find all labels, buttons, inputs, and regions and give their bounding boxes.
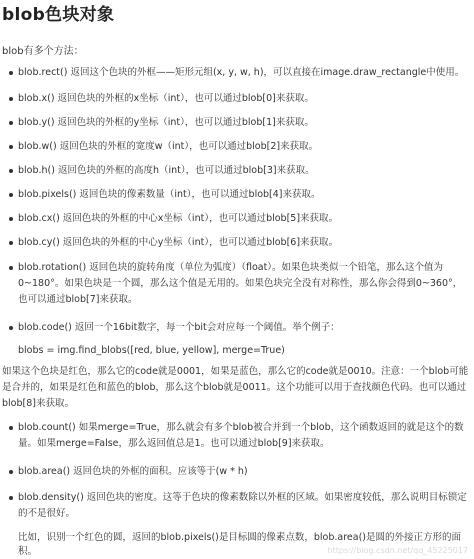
list-item	[8, 235, 468, 251]
bullet-icon	[9, 97, 13, 101]
bullet-icon	[9, 496, 13, 500]
list-item	[8, 490, 468, 522]
paragraph: 如果这个色块是红色，那么它的code就是0001，如果是蓝色，那么它的code就是0010。注意：一个blob可能是合并的，如果是红色和蓝色的blob，那么这个blob就是0011。这个功能可以用于查找颜色代码。也可以通过blob[8]来获取。	[2, 366, 469, 409]
code-example: blobs = img.find_blobs([red, blue, yellow], merge=True)	[18, 345, 285, 356]
list-item	[8, 91, 468, 107]
list-item-text: blob.area() 返回色块的外框的面积。应该等于(w * h)	[18, 466, 248, 477]
bullet-icon	[9, 470, 13, 474]
bullet-icon	[9, 169, 13, 173]
extra-note: 比如，识别一个红色的圆，返回的blob.pixels()是目标圆的像素点数，blob.area()是圆的外接正方形的面积。	[18, 532, 462, 557]
intro-text: blob有多个方法：	[2, 46, 84, 57]
bullet-icon	[9, 121, 13, 125]
list-item-text: blob.density() 返回色块的密度。这等于色块的像素数除以外框的区域。如果密度较低，那么说明目标锁定的不是很好。	[18, 492, 467, 519]
bullet-icon	[9, 71, 13, 75]
list-item-text: blob.pixels() 返回色块的像素数量（int），也可以通过blob[4]来获取。	[18, 189, 321, 200]
list-item	[8, 320, 468, 336]
bullet-icon	[9, 266, 13, 270]
list-item-text: blob.y() 返回色块的外框的y坐标（int），也可以通过blob[1]来获取。	[18, 117, 314, 128]
bullet-icon	[9, 426, 13, 430]
list-item-text: blob.w() 返回色块的外框的宽度w（int），也可以通过blob[2]来获取。	[18, 141, 319, 152]
bullet-icon	[9, 193, 13, 197]
list-item	[8, 65, 468, 81]
watermark: https://blog.csdn.net/qq_45225017	[327, 546, 468, 555]
list-item	[8, 260, 468, 308]
bullet-icon	[9, 241, 13, 245]
bullet-icon	[9, 145, 13, 149]
list-item-text: blob.count() 如果merge=True，那么就会有多个blob被合并到一个blob，这个函数返回的就是这个的数量。如果merge=False，那么返回值总是1。也可以通过blob[9]来获取。	[18, 422, 464, 449]
list-item-text: blob.rect() 返回这个色块的外框——矩形元组(x, y, w, h)，可以直接在image.draw_rectangle中使用。	[18, 67, 465, 78]
list-item-text: blob.cx() 返回色块的外框的中心x坐标（int），也可以通过blob[5]来获取。	[18, 213, 339, 224]
bullet-icon	[9, 326, 13, 330]
list-item-text: blob.x() 返回色块的外框的x坐标（int），也可以通过blob[0]来获取。	[18, 93, 314, 104]
list-item	[8, 163, 468, 179]
list-item	[8, 420, 468, 452]
bullet-icon	[9, 217, 13, 221]
list-item	[8, 211, 468, 227]
list-item-text: blob.h() 返回色块的外框的高度h（int），也可以通过blob[3]来获取。	[18, 165, 315, 176]
list-item	[8, 464, 468, 480]
list-item	[8, 139, 468, 155]
list-item	[8, 115, 468, 131]
list-item-text: blob.cy() 返回色块的外框的中心y坐标（int），也可以通过blob[6]来获取。	[18, 237, 339, 248]
list-item	[8, 187, 468, 203]
page-title: blob色块对象	[2, 5, 115, 25]
list-item-text: blob.rotation() 返回色块的旋转角度（单位为弧度）（float）。如果色块类似一个铅笔，那么这个值为0~180°。如果色块是一个圆，那么这个值是无用的。如果色块完全没有对称性，那么你会得到0~360°，也可以通过blob[7]来获取。	[18, 262, 463, 305]
list-item-text: blob.code() 返回一个16bit数字，每一个bit会对应每一个阈值。举个例子：	[18, 322, 340, 333]
